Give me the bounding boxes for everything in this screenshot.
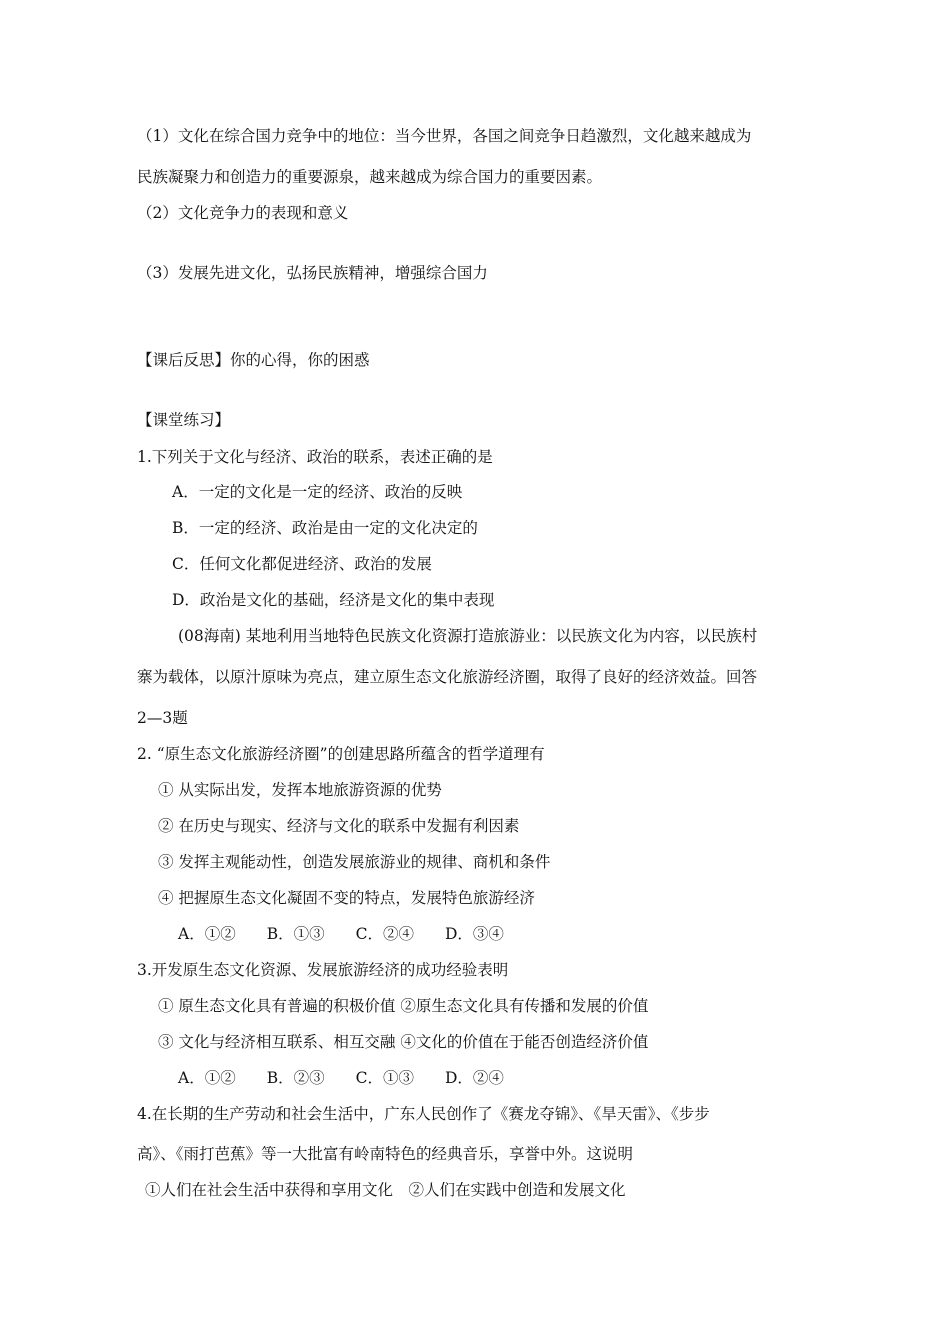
question-2-item-1: ① 从实际出发，发挥本地旅游资源的优势: [158, 781, 442, 799]
question-1-stem: 1.下列关于文化与经济、政治的联系，表述正确的是: [137, 448, 493, 466]
question-2-item-2: ② 在历史与现实、经济与文化的联系中发掘有利因素: [158, 817, 520, 835]
section-point-1-line-2: 民族凝聚力和创造力的重要源泉，越来越成为综合国力的重要因素。: [137, 168, 603, 186]
reflection-heading: 【课后反思】你的心得，你的困惑: [137, 351, 370, 369]
question-2-item-4: ④ 把握原生态文化凝固不变的特点，发展特色旅游经济: [158, 889, 535, 907]
question-2-choices: A．①② B．①③ C．②④ D．③④: [178, 925, 504, 943]
question-3-items-1-2: ① 原生态文化具有普遍的积极价值 ②原生态文化具有传播和发展的价值: [158, 997, 649, 1015]
material-line-1: (08海南) 某地利用当地特色民族文化资源打造旅游业：以民族文化为内容，以民族村: [178, 627, 758, 645]
question-2-stem: 2. “原生态文化旅游经济圈”的创建思路所蕴含的哲学道理有: [137, 745, 545, 763]
question-1-option-a: A．一定的文化是一定的经济、政治的反映: [172, 483, 463, 501]
question-3-items-3-4: ③ 文化与经济相互联系、相互交融 ④文化的价值在于能否创造经济价值: [158, 1033, 649, 1051]
question-3-stem: 3.开发原生态文化资源、发展旅游经济的成功经验表明: [137, 961, 509, 979]
material-line-2: 寨为载体，以原汁原味为亮点，建立原生态文化旅游经济圈，取得了良好的经济效益。回答: [137, 668, 758, 686]
question-1-option-b: B．一定的经济、政治是由一定的文化决定的: [172, 519, 478, 537]
section-point-2: （2）文化竞争力的表现和意义: [137, 204, 349, 222]
section-point-3: （3）发展先进文化，弘扬民族精神，增强综合国力: [137, 264, 488, 282]
question-4-items-1-2: ①人们在社会生活中获得和享用文化 ②人们在实践中创造和发展文化: [145, 1181, 626, 1199]
section-point-1-line-1: （1）文化在综合国力竞争中的地位：当今世界，各国之间竞争日趋激烈，文化越来越成为: [137, 127, 752, 145]
question-4-stem-line-2: 高》、《雨打芭蕉》等一大批富有岭南特色的经典音乐，享誉中外。这说明: [137, 1145, 634, 1163]
material-line-3: 2—3题: [137, 709, 188, 727]
question-1-option-c: C．任何文化都促进经济、政治的发展: [172, 555, 432, 573]
question-1-option-d: D．政治是文化的基础，经济是文化的集中表现: [172, 591, 495, 609]
question-4-stem-line-1: 4.在长期的生产劳动和社会生活中，广东人民创作了《赛龙夺锦》、《旱天雷》、《步步: [137, 1105, 710, 1123]
question-2-item-3: ③ 发挥主观能动性，创造发展旅游业的规律、商机和条件: [158, 853, 551, 871]
exercise-heading: 【课堂练习】: [137, 411, 231, 429]
question-3-choices: A．①② B．②③ C．①③ D．②④: [178, 1069, 504, 1087]
